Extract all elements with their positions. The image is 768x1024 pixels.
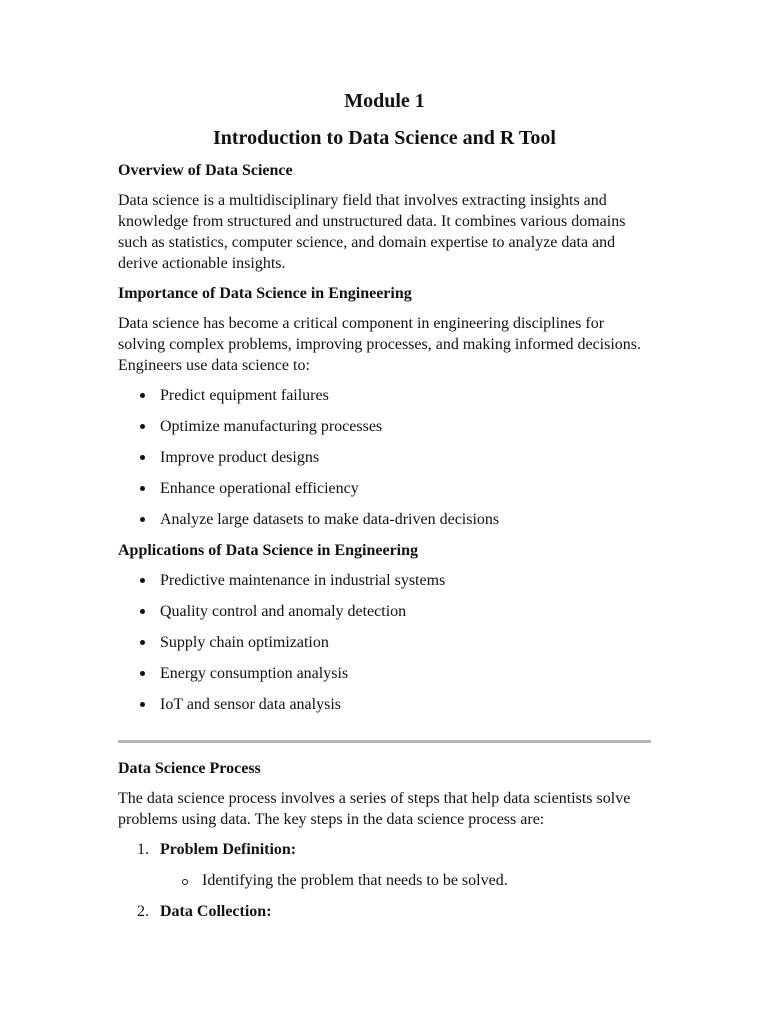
process-step: [118, 839, 651, 891]
step-title: Data Collection:: [160, 903, 272, 920]
bullet-icon: [140, 671, 145, 676]
bullet-icon: [140, 702, 145, 707]
list-item: [118, 385, 651, 406]
list-item-text: Optimize manufacturing processes: [160, 418, 383, 435]
step-number: 1.: [137, 841, 149, 858]
module-label: Module 1: [344, 90, 425, 112]
list-item: [118, 416, 651, 437]
list-item: [118, 663, 651, 684]
list-item-text: Energy consumption analysis: [160, 665, 349, 682]
step-detail-text: Identifying the problem that needs to be solved.: [202, 872, 508, 889]
process-heading: Data Science Process: [118, 760, 261, 777]
hollow-bullet-icon: [182, 879, 188, 885]
document-content: [118, 88, 651, 932]
bullet-icon: [140, 640, 145, 645]
list-item: [118, 694, 651, 715]
list-item-text: Quality control and anomaly detection: [160, 603, 407, 620]
list-item: [118, 570, 651, 591]
importance-heading: Importance of Data Science in Engineering: [118, 285, 412, 302]
process-steps-list: [118, 839, 651, 922]
bullet-icon: [140, 424, 145, 429]
step-title: Problem Definition:: [160, 841, 297, 858]
list-item: [118, 478, 651, 499]
bullet-icon: [140, 486, 145, 491]
applications-heading: Applications of Data Science in Engineering: [118, 542, 419, 559]
overview-paragraph: Data science is a multidisciplinary field that involves extracting insights and knowledge from structured and unstructured data. It combines various domains such as statistics, computer science, and domain expertise to analyze data and derive actionable insights.: [118, 192, 626, 272]
section-divider: [118, 740, 651, 743]
list-item-text: Predictive maintenance in industrial systems: [160, 572, 446, 589]
applications-list: [118, 570, 651, 715]
list-item-text: Analyze large datasets to make data-driven decisions: [160, 511, 500, 528]
list-item-text: Enhance operational efficiency: [160, 480, 359, 497]
step-detail-list: [160, 870, 651, 891]
bullet-icon: [140, 455, 145, 460]
page-title: Introduction to Data Science and R Tool: [212, 127, 556, 149]
bullet-icon: [140, 578, 145, 583]
bullet-icon: [140, 609, 145, 614]
list-item-text: Improve product designs: [160, 449, 320, 466]
list-item: [118, 601, 651, 622]
list-item-text: Predict equipment failures: [160, 387, 329, 404]
list-item: [118, 632, 651, 653]
list-item-text: IoT and sensor data analysis: [160, 696, 341, 713]
importance-paragraph: Data science has become a critical component in engineering disciplines for solving complex problems, improving processes, and making informed decisions. Engineers use data science to:: [118, 315, 642, 374]
process-step: [118, 901, 651, 922]
step-detail: [160, 870, 651, 891]
overview-heading: Overview of Data Science: [118, 162, 293, 179]
list-item-text: Supply chain optimization: [160, 634, 329, 651]
importance-list: [118, 385, 651, 530]
step-number: 2.: [137, 903, 149, 920]
process-paragraph: The data science process involves a series of steps that help data scientists solve problems using data. The key steps in the data science process are:: [118, 790, 631, 828]
list-item: [118, 447, 651, 468]
bullet-icon: [140, 517, 145, 522]
list-item: [118, 509, 651, 530]
bullet-icon: [140, 393, 145, 398]
